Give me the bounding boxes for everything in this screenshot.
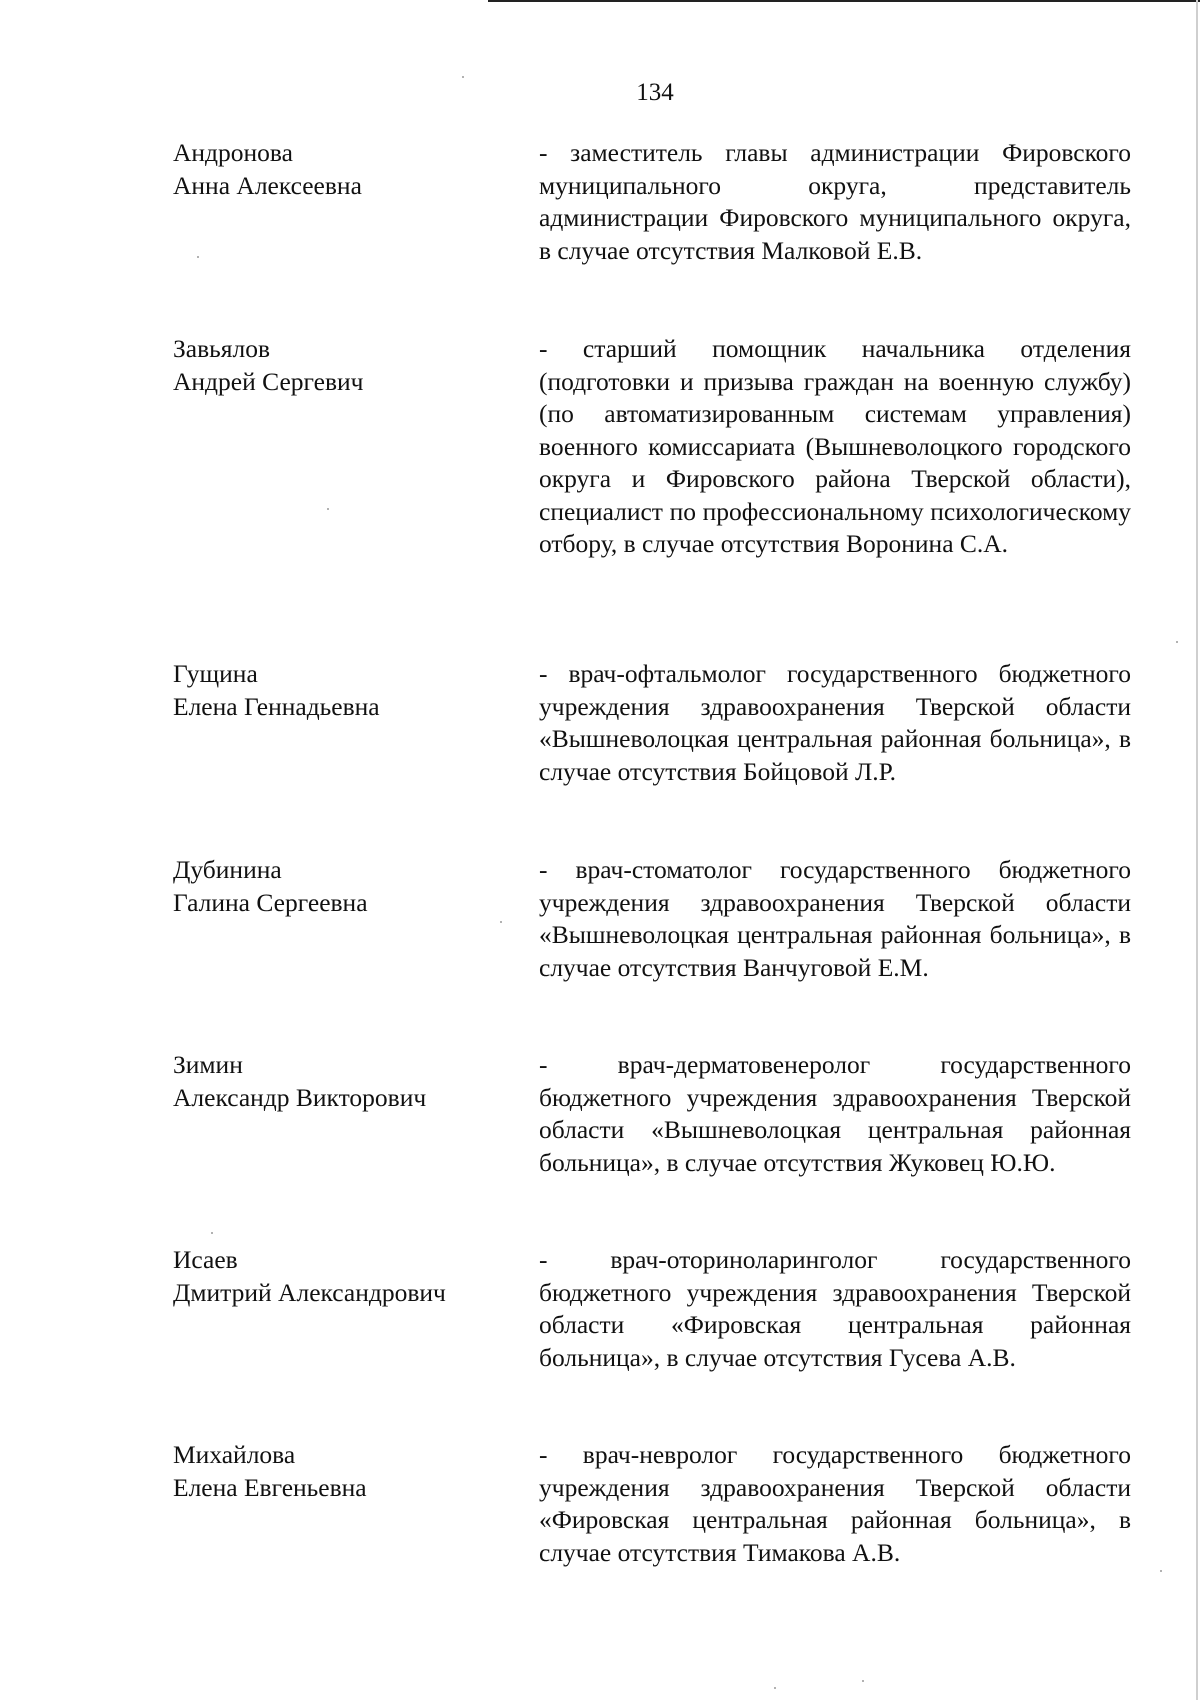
- member-given-names: Андрей Сергевич: [173, 366, 364, 396]
- member-name: [173, 137, 503, 202]
- page-number: 134: [636, 79, 674, 106]
- member-role: - врач-оториноларинголог государственного бюджетного учреждения здравоохранения Тверской области «Фировская центральная районная больница», в случае отсутствия Гусева А.В.: [539, 1245, 1131, 1372]
- scan-top-rule: [488, 0, 1200, 2]
- member-surname: Дубинина: [173, 855, 282, 884]
- member-name: [173, 1439, 503, 1504]
- member-given-names: Александр Викторович: [173, 1082, 427, 1112]
- member-role: - старший помощник начальника отделения (подготовки и призыва граждан на военную службу) (по автоматизированным системам управления) военного комиссариата (Вышневолоцкого городского округа и Фировского района Тверской области), специалист по профессиональному психологическому отбору, в случае отсутствия Воронина С.А.: [539, 334, 1131, 558]
- scan-speck: [500, 921, 502, 923]
- member-given-names: Елена Геннадьевна: [173, 691, 380, 721]
- scan-speck: [462, 76, 464, 78]
- scan-speck: [862, 1680, 864, 1682]
- member-surname: Зимин: [173, 1050, 243, 1079]
- member-surname: Гущина: [173, 659, 258, 688]
- member-name: [173, 658, 503, 723]
- member-given-names: Анна Алексеевна: [173, 170, 362, 200]
- member-name: [173, 1049, 503, 1114]
- member-surname: Завьялов: [173, 334, 271, 363]
- member-role: - врач-офтальмолог государственного бюджетного учреждения здравоохранения Тверской области «Вышневолоцкая центральная районная больница», в случае отсутствия Бойцовой Л.Р.: [539, 659, 1131, 786]
- scan-speck: [1160, 1570, 1162, 1572]
- scan-speck: [211, 1232, 213, 1234]
- scan-speck: [774, 1687, 776, 1689]
- member-role: - врач-невролог государственного бюджетного учреждения здравоохранения Тверской области «Фировская центральная районная больница», в случае отсутствия Тимакова А.В.: [539, 1440, 1131, 1567]
- scan-speck: [327, 508, 329, 510]
- scan-page-edge: [1196, 0, 1198, 1700]
- member-name: [173, 854, 503, 919]
- scan-speck: [197, 256, 199, 258]
- member-given-names: Галина Сергеевна: [173, 887, 368, 917]
- member-role: - врач-стоматолог государственного бюджетного учреждения здравоохранения Тверской области «Вышневолоцкая центральная районная больница», в случае отсутствия Ванчуговой Е.М.: [539, 855, 1131, 982]
- member-given-names: Дмитрий Александрович: [173, 1277, 446, 1307]
- member-surname: Михайлова: [173, 1440, 296, 1469]
- member-name: [173, 333, 503, 398]
- member-surname: Андронова: [173, 138, 293, 167]
- scan-speck: [1176, 641, 1178, 643]
- member-role: - заместитель главы администрации Фировского муниципального округа, представитель администрации Фировского муниципального округа, в случае отсутствия Малковой Е.В.: [539, 138, 1131, 265]
- member-role: - врач-дерматовенеролог государственного бюджетного учреждения здравоохранения Тверской области «Вышневолоцкая центральная районная больница», в случае отсутствия Жуковец Ю.Ю.: [539, 1050, 1131, 1177]
- member-name: [173, 1244, 503, 1309]
- member-surname: Исаев: [173, 1245, 238, 1274]
- member-given-names: Елена Евгеньевна: [173, 1472, 367, 1502]
